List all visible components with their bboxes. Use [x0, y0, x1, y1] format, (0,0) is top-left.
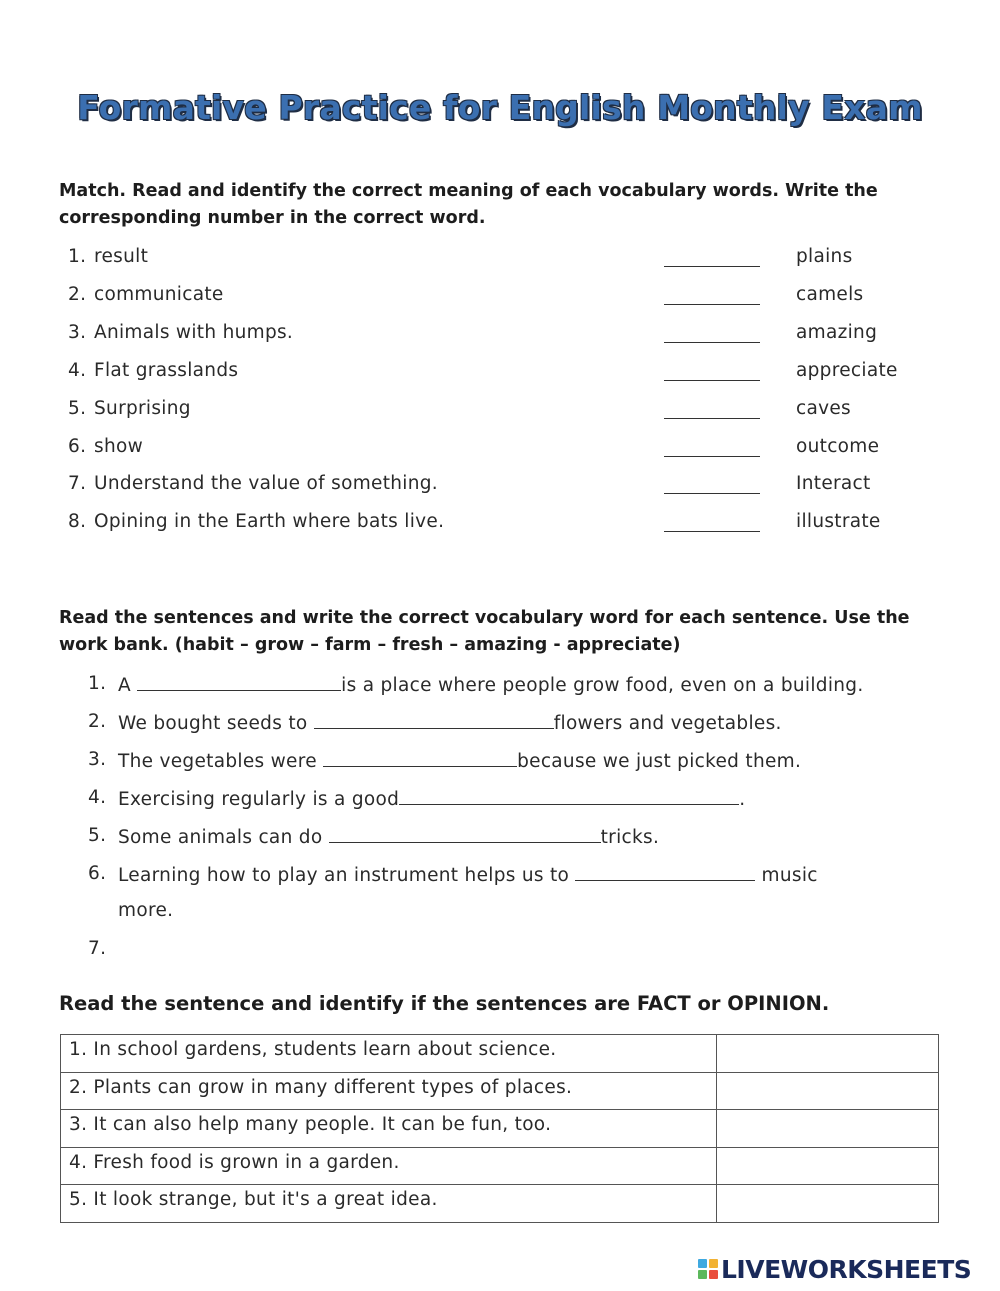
logo-square-icon	[709, 1259, 718, 1268]
statement-cell: 1. In school gardens, students learn about science.	[61, 1035, 717, 1073]
table-row	[61, 1185, 939, 1223]
match-term: Opining in the Earth where bats live.	[94, 511, 445, 532]
match-word: appreciate	[796, 360, 898, 381]
sentence-blank[interactable]	[137, 673, 341, 691]
sentence-number: 1.	[88, 673, 107, 694]
table-row	[61, 1110, 939, 1148]
answer-cell[interactable]	[717, 1185, 939, 1223]
match-answer-blank[interactable]	[664, 380, 760, 381]
sentence-start: Learning how to play an instrument helps us to	[118, 865, 576, 886]
match-row	[68, 398, 948, 428]
sentence-number: 7.	[88, 938, 107, 959]
table-row	[61, 1147, 939, 1185]
fact-opinion-table	[60, 1034, 939, 1223]
match-word: plains	[796, 246, 853, 267]
match-row	[68, 322, 948, 352]
match-row	[68, 473, 948, 503]
sentence-blank[interactable]	[314, 711, 554, 729]
sentence-end: is a place where people grow food, even on a building.	[341, 675, 864, 696]
match-row	[68, 436, 948, 466]
match-row	[68, 511, 948, 541]
page-title: Formative Practice for English Monthly Exam	[77, 88, 923, 127]
sentence-row	[88, 863, 948, 933]
match-number: 2.	[68, 284, 87, 305]
match-row	[68, 360, 948, 390]
match-number: 8.	[68, 511, 87, 532]
match-number: 3.	[68, 322, 87, 343]
logo-mark-icon	[698, 1259, 718, 1279]
match-number: 6.	[68, 436, 87, 457]
match-number: 5.	[68, 398, 87, 419]
match-answer-blank[interactable]	[664, 266, 760, 267]
fact-opinion-instruction: Read the sentence and identify if the sentences are FACT or OPINION.	[59, 992, 830, 1015]
sentence-number: 3.	[88, 749, 107, 770]
sentence-blank[interactable]	[329, 825, 601, 843]
statement-cell: 5. It look strange, but it's a great idea.	[61, 1185, 717, 1223]
logo-square-icon	[698, 1270, 707, 1279]
answer-cell[interactable]	[717, 1035, 939, 1073]
match-term: result	[94, 246, 149, 267]
sentence-row	[88, 787, 948, 817]
match-word: outcome	[796, 436, 880, 457]
sentence-end: music	[755, 865, 818, 886]
match-row	[68, 284, 948, 314]
sentence-blank[interactable]	[575, 863, 755, 881]
sentence-row	[88, 749, 948, 779]
sentence-row	[88, 825, 948, 855]
table-row	[61, 1035, 939, 1073]
match-term: Surprising	[94, 398, 191, 419]
sentence-start: A	[118, 675, 138, 696]
match-word: amazing	[796, 322, 878, 343]
match-term: Animals with humps.	[94, 322, 294, 343]
sentence-end: tricks.	[600, 827, 660, 848]
match-number: 1.	[68, 246, 87, 267]
sentence-row	[88, 711, 948, 741]
sentence-start: The vegetables were	[118, 751, 324, 772]
table-row	[61, 1072, 939, 1110]
logo-square-icon	[698, 1259, 707, 1268]
sentence-number: 5.	[88, 825, 107, 846]
sentence-number: 4.	[88, 787, 107, 808]
sentence-start: We bought seeds to	[118, 713, 314, 734]
sentence-continuation: more.	[118, 900, 174, 921]
sentence-end: because we just picked them.	[517, 751, 802, 772]
sentence-row	[88, 673, 948, 703]
match-number: 4.	[68, 360, 87, 381]
match-word: camels	[796, 284, 864, 305]
match-answer-blank[interactable]	[664, 418, 760, 419]
match-answer-blank[interactable]	[664, 493, 760, 494]
match-term: Understand the value of something.	[94, 473, 438, 494]
sentence-start: Some animals can do	[118, 827, 329, 848]
answer-cell[interactable]	[717, 1147, 939, 1185]
sentence-blank[interactable]	[399, 787, 739, 805]
sentence-blank[interactable]	[323, 749, 517, 767]
match-answer-blank[interactable]	[664, 456, 760, 457]
match-word: caves	[796, 398, 851, 419]
match-instruction: Match. Read and identify the correct meaning of each vocabulary words. Write the corresponding number in the correct word.	[59, 181, 878, 228]
match-term: Flat grasslands	[94, 360, 239, 381]
statement-cell: 2. Plants can grow in many different types of places.	[61, 1072, 717, 1110]
sentence-number: 2.	[88, 711, 107, 732]
logo-square-icon	[709, 1270, 718, 1279]
answer-cell[interactable]	[717, 1072, 939, 1110]
match-word: Interact	[796, 473, 871, 494]
logo-text: LIVEWORKSHEETS	[721, 1254, 972, 1284]
sentence-number: 6.	[88, 863, 107, 884]
sentence-end: flowers and vegetables.	[553, 713, 782, 734]
fill-instruction: Read the sentences and write the correct vocabulary word for each sentence. Use the work bank. (habit – grow – farm – fresh – amazing - appreciate)	[59, 608, 910, 655]
liveworksheets-logo	[698, 1254, 971, 1284]
match-term: show	[94, 436, 144, 457]
statement-cell: 3. It can also help many people. It can be fun, too.	[61, 1110, 717, 1148]
sentence-end: .	[739, 789, 746, 810]
match-term: communicate	[94, 284, 224, 305]
match-row	[68, 246, 948, 276]
match-answer-blank[interactable]	[664, 531, 760, 532]
statement-cell: 4. Fresh food is grown in a garden.	[61, 1147, 717, 1185]
match-answer-blank[interactable]	[664, 304, 760, 305]
match-number: 7.	[68, 473, 87, 494]
match-word: illustrate	[796, 511, 881, 532]
sentence-start: Exercising regularly is a good	[118, 789, 400, 810]
match-answer-blank[interactable]	[664, 342, 760, 343]
answer-cell[interactable]	[717, 1110, 939, 1148]
sentence-row	[88, 938, 948, 968]
